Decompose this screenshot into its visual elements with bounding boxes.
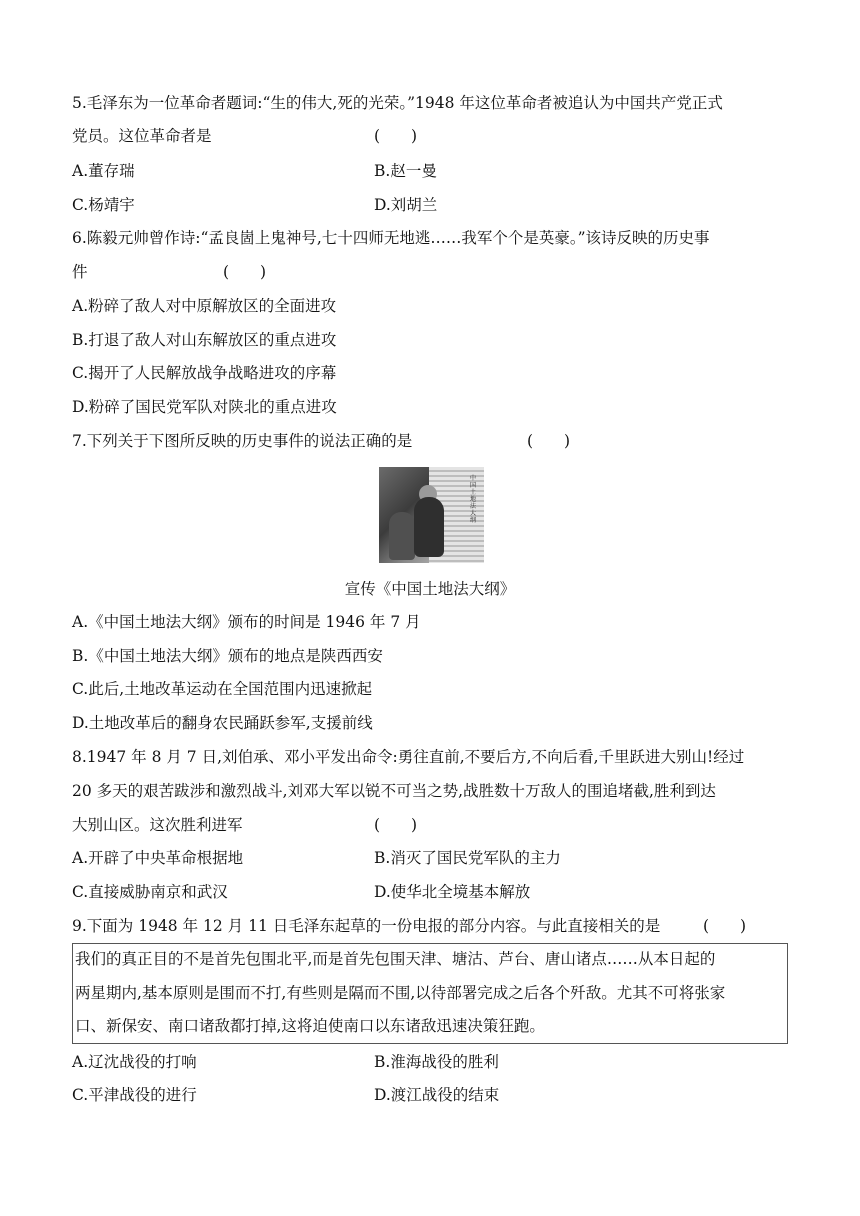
quote-line-2: 两星期内,基本原则是围而不打,有些则是隔而不围,以待部署完成之后各个歼敌。尤其不可将张家 <box>75 984 726 1002</box>
q9-answer-blank: ( ) <box>703 917 747 935</box>
q6-stem-line1: 6.陈毅元帅曾作诗:“孟良崮上鬼神号,七十四师无地逃……我军个个是英豪。”该诗反映的历史事 <box>72 229 710 247</box>
q5-option-c: C.杨靖宇 <box>72 196 135 214</box>
q8-option-b: B.消灭了国民党军队的主力 <box>374 849 561 867</box>
quote-line-1: 我们的真正目的不是首先包围北平,而是首先包围天津、塘沽、芦台、唐山诸点……从本日起的 <box>75 950 716 968</box>
person-figure-center <box>414 497 444 557</box>
q9-option-a: A.辽沈战役的打响 <box>72 1053 197 1071</box>
q9-option-b: B.淮海战役的胜利 <box>374 1053 499 1071</box>
q6-option-d: D.粉碎了国民党军队对陕北的重点进攻 <box>72 398 337 416</box>
q7-option-d: D.土地改革后的翻身农民踊跃参军,支援前线 <box>72 714 373 732</box>
q8-stem-line2: 20 多天的艰苦跋涉和激烈战斗,刘邓大军以锐不可当之势,战胜数十万敌人的围追堵截,胜利到达 <box>72 782 716 800</box>
q7-option-b: B.《中国土地法大纲》颁布的地点是陕西西安 <box>72 647 383 665</box>
q9-option-c: C.平津战役的进行 <box>72 1086 197 1104</box>
q9-stem: 9.下面为 1948 年 12 月 11 日毛泽东起草的一份电报的部分内容。与此直接相关的是 <box>72 917 661 935</box>
figure-caption: 宣传《中国土地法大纲》 <box>344 580 516 598</box>
q5-answer-blank: ( ) <box>374 127 418 145</box>
quote-line-3: 口、新保安、南口诸敌都打掉,这将迫使南口以东诸敌迅速决策狂跑。 <box>75 1017 545 1035</box>
person-figure-left <box>389 512 415 560</box>
q5-option-b: B.赵一曼 <box>374 162 437 180</box>
q8-stem-line1: 8.1947 年 8 月 7 日,刘伯承、邓小平发出命令:勇往直前,不要后方,不向后看,千里跃进大别山!经过 <box>72 748 745 766</box>
q5-option-d: D.刘胡兰 <box>374 196 438 214</box>
q7-stem: 7.下列关于下图所反映的历史事件的说法正确的是 <box>72 432 413 450</box>
q8-answer-blank: ( ) <box>374 816 418 834</box>
poster-title-text: 中国土地法大纲 <box>470 475 477 524</box>
land-law-propaganda-photo <box>379 467 484 563</box>
q6-answer-blank: ( ) <box>223 263 267 281</box>
q5-option-a: A.董存瑞 <box>72 162 135 180</box>
q7-option-c: C.此后,土地改革运动在全国范围内迅速掀起 <box>72 680 373 698</box>
q5-stem-line1: 5.毛泽东为一位革命者题词:“生的伟大,死的光荣。”1948 年这位革命者被追认为中国共产党正式 <box>72 94 723 112</box>
q7-answer-blank: ( ) <box>527 432 571 450</box>
q6-option-a: A.粉碎了敌人对中原解放区的全面进攻 <box>72 297 337 315</box>
q7-option-a: A.《中国土地法大纲》颁布的时间是 1946 年 7 月 <box>72 613 421 631</box>
q6-option-c: C.揭开了人民解放战争战略进攻的序幕 <box>72 364 337 382</box>
q5-stem-line2: 党员。这位革命者是 <box>72 127 212 145</box>
q8-option-d: D.使华北全境基本解放 <box>374 883 531 901</box>
telegram-quote-box <box>72 943 788 1044</box>
q8-option-a: A.开辟了中央革命根据地 <box>72 849 244 867</box>
q6-stem-line2: 件 <box>72 263 88 281</box>
q6-option-b: B.打退了敌人对山东解放区的重点进攻 <box>72 331 337 349</box>
q9-option-d: D.渡江战役的结束 <box>374 1086 500 1104</box>
q8-stem-line3: 大别山区。这次胜利进军 <box>72 816 243 834</box>
q8-option-c: C.直接威胁南京和武汉 <box>72 883 228 901</box>
